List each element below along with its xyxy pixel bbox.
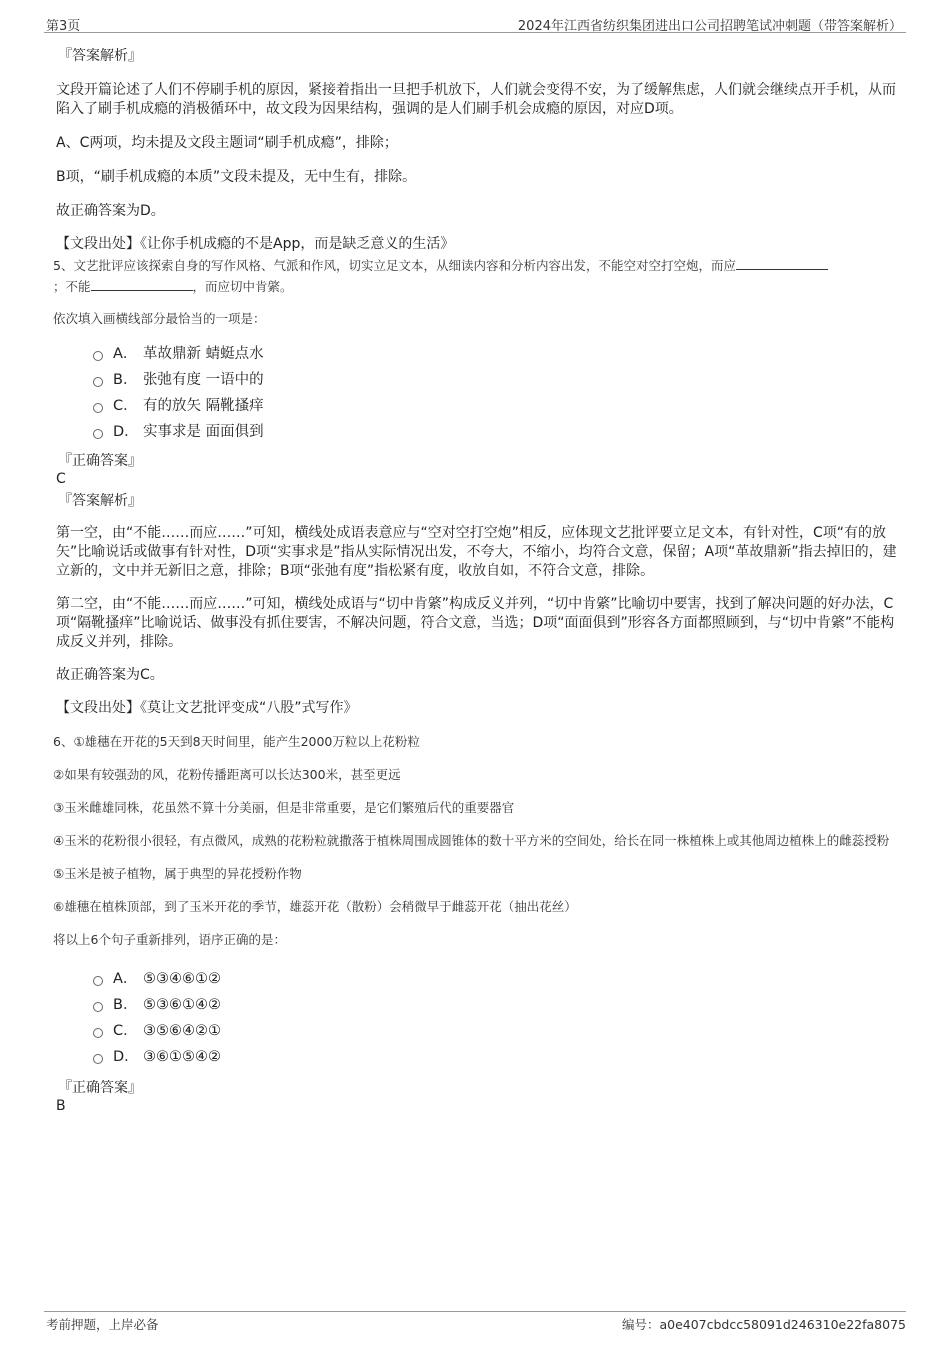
question-5	[53, 255, 898, 445]
question-6	[53, 731, 898, 1116]
question-instruction: 依次填入画横线部分最恰当的一项是：	[53, 311, 266, 326]
document-code: 编号：a0e407cbdcc58091d246310e22fa8075	[621, 1317, 906, 1332]
analysis-paragraph: 第二空，由“不能……而应……”可知，横线处成语与“切中肯綮”构成反义并列，“切中肯綮”比喻切中要害，找到了解决问题的好办法，C项“隔靴搔痒”比喻说话、做事没有抓住要害，不解决问题，符合文意，当选；D项“面面俱到”形容各方面都照顾到，与“切中肯綮”不能构成反义并列，排除。	[56, 596, 895, 650]
question-stem: 5、文艺批评应该探索自身的写作风格、气派和作风，切实立足文本，从细读内容和分析内容出发，不能空对空打空炮，而应 ；不能 ，而应切中肯綮。	[53, 255, 898, 297]
option-a[interactable]: A． ⑤③④⑥①②	[93, 966, 898, 992]
analysis-conclusion: 故正确答案为C。	[56, 667, 164, 683]
analysis-conclusion: 故正确答案为D。	[56, 203, 165, 219]
document-body	[53, 46, 898, 1116]
radio-icon[interactable]	[93, 976, 103, 986]
analysis-paragraph: 第一空，由“不能……而应……”可知，横线处成语表意应与“空对空打空炮”相反，应体现文艺批评要立足文本，有针对性，C项“有的放矢”比喻说话或做事有针对性，D项“实事求是”指从实际情况出发，不夸大，不缩小，均符合文意，保留；A项“革故鼎新”指去掉旧的，建立新的，文中并无新旧之意，排除；B项“张弛有度”指松紧有度，收放自如，不符合文意，排除。	[56, 525, 897, 579]
footer-slogan: 考前押题，上岸必备	[46, 1317, 159, 1332]
document-title: 2024年江西省纺织集团进出口公司招聘笔试冲刺题（带答案解析）	[517, 19, 902, 34]
sentence-5: ⑤玉米是被子植物，属于典型的异花授粉作物	[53, 866, 302, 881]
page-header	[44, 14, 906, 33]
radio-icon[interactable]	[93, 429, 103, 439]
source-citation: 【文段出处】《莫让文艺批评变成“八股”式写作》	[56, 700, 358, 716]
analysis-label: 『答案解析』	[58, 493, 142, 509]
sentence-6: ⑥雄穗在植株顶部，到了玉米开花的季节，雄蕊开花（散粉）会稍微早于雌蕊开花（抽出花丝）	[53, 899, 577, 914]
analysis-paragraph: B项，“刷手机成瘾的本质”文段未提及，无中生有，排除。	[56, 169, 417, 185]
option-d[interactable]: D． 实事求是 面面俱到	[93, 419, 898, 445]
page-footer	[44, 1311, 906, 1334]
option-a[interactable]: A． 革故鼎新 蜻蜓点水	[93, 341, 898, 367]
sentence-4: ④玉米的花粉很小很轻，有点微风，成熟的花粉粒就撒落于植株周围成圆锥体的数十平方米的空间处，给长在同一株植株上或其他周边植株上的雌蕊授粉	[53, 833, 890, 848]
page-number: 第3页	[46, 19, 81, 34]
radio-icon[interactable]	[93, 1028, 103, 1038]
radio-icon[interactable]	[93, 1054, 103, 1064]
sentence-1: 6、①雄穗在开花的5天到8天时间里，能产生2000万粒以上花粉粒	[53, 734, 420, 749]
answer-block-q5	[56, 451, 898, 718]
correct-answer: C	[56, 471, 66, 487]
source-citation: 【文段出处】《让你手机成瘾的不是App，而是缺乏意义的生活》	[56, 236, 455, 252]
analysis-block-q4	[56, 46, 898, 254]
option-list	[93, 966, 898, 1070]
correct-answer: B	[56, 1098, 66, 1114]
answer-label: 『正确答案』	[58, 453, 142, 469]
option-d[interactable]: D． ③⑥①⑤④②	[93, 1044, 898, 1070]
radio-icon[interactable]	[93, 377, 103, 387]
question-instruction: 将以上6个句子重新排列，语序正确的是：	[53, 932, 286, 947]
option-b[interactable]: B． ⑤③⑥①④②	[93, 992, 898, 1018]
sentence-2: ②如果有较强劲的风，花粉传播距离可以长达300米，甚至更远	[53, 767, 401, 782]
answer-blank	[736, 257, 828, 270]
answer-blank	[91, 278, 193, 291]
radio-icon[interactable]	[93, 403, 103, 413]
analysis-paragraph: A、C两项，均未提及文段主题词“刷手机成瘾”，排除；	[56, 135, 398, 151]
analysis-paragraph: 文段开篇论述了人们不停刷手机的原因，紧接着指出一旦把手机放下，人们就会变得不安，为了缓解焦虑，人们就会继续点开手机，从而陷入了刷手机成瘾的消极循环中，故文段为因果结构，强调的是人们刷手机会成瘾的原因，对应D项。	[56, 82, 896, 117]
radio-icon[interactable]	[93, 351, 103, 361]
sentence-3: ③玉米雌雄同株，花虽然不算十分美丽，但是非常重要，是它们繁殖后代的重要器官	[53, 800, 515, 815]
option-list	[93, 341, 898, 445]
radio-icon[interactable]	[93, 1002, 103, 1012]
analysis-label: 『答案解析』	[58, 48, 142, 64]
option-b[interactable]: B． 张弛有度 一语中的	[93, 367, 898, 393]
option-c[interactable]: C． 有的放矢 隔靴搔痒	[93, 393, 898, 419]
answer-label: 『正确答案』	[58, 1080, 142, 1096]
option-c[interactable]: C． ③⑤⑥④②①	[93, 1018, 898, 1044]
